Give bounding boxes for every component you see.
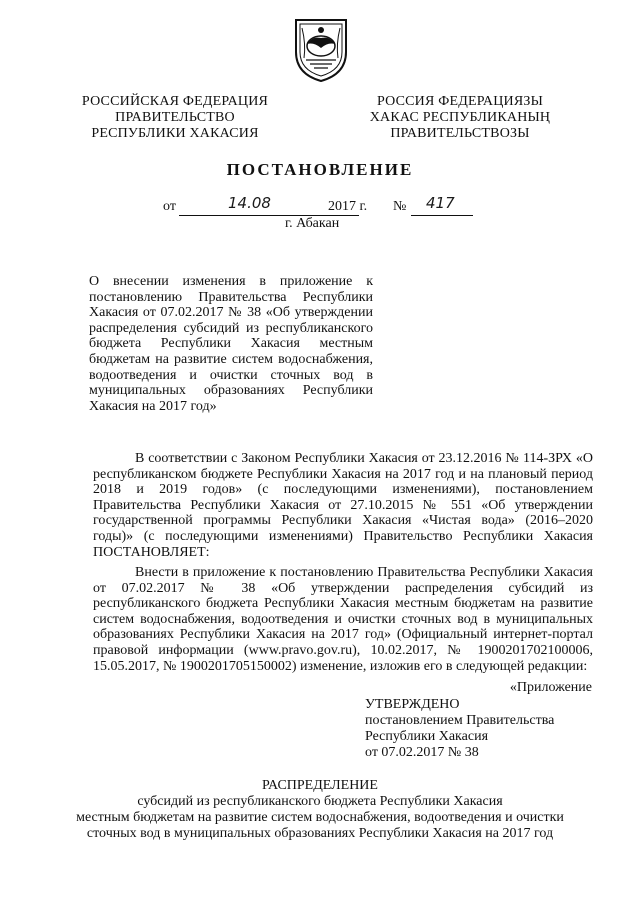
document-title: ПОСТАНОВЛЕНИЕ <box>226 160 414 179</box>
header-left <box>70 94 280 142</box>
distribution-line: сточных вод в муниципальных образованиях Республики Хакасия на 2017 год <box>86 826 554 841</box>
date-prefix: от <box>163 199 176 214</box>
city: г. Абакан <box>285 216 340 231</box>
header-right-line: ХАКАС РЕСПУБЛИКАНЫҢ <box>369 110 551 125</box>
header-left-line: РОССИЙСКАЯ ФЕДЕРАЦИЯ <box>81 94 269 109</box>
document-subject: О внесении изменения в приложение к постановлению Правительства Республики Хакасия от 07.02.2017 № 38 «Об утверждении распределения субсидий из республиканского бюджета Республики Хакасия местным бюджетам на развитие систем водоснабжения, водоотведения и очистки сточных вод в муниципальных образованиях Республики Хакасия на 2017 год» <box>89 274 373 414</box>
body-paragraph: В соответствии с Законом Республики Хакасия от 23.12.2016 № 114-ЗРХ «О республиканском бюджете Республики Хакасия на 2017 год и на плановый период 2018 и 2019 годов» (с последующими изменениями), постановлением Правительства Республики Хакасия от 27.10.2015 № 551 «Об утверждении государственной программы Республики Хакасия «Чистая вода» (2016–2020 годы)» (с последующими изменениями) Правительство Республики Хакасия ПОСТАНОВЛЯЕТ: <box>93 451 593 560</box>
approval-line: УТВЕРЖДЕНО <box>365 697 460 712</box>
handwritten-date: 14.08 <box>228 194 271 212</box>
header-right <box>360 94 560 142</box>
distribution-line: местным бюджетам на развитие систем водоснабжения, водоотведения и очистки <box>76 810 564 825</box>
approval-line: от 07.02.2017 № 38 <box>365 745 479 760</box>
appendix-label: «Приложение <box>509 680 592 695</box>
header-left-line: ПРАВИТЕЛЬСТВО <box>115 110 235 125</box>
approval-block <box>365 697 554 761</box>
number-sign: № <box>393 199 407 214</box>
date-year: 2017 г. <box>328 199 368 214</box>
distribution-line: субсидий из республиканского бюджета Республики Хакасия <box>137 794 503 809</box>
header-right-line: ПРАВИТЕЛЬСТВОЗЫ <box>390 126 530 141</box>
header-left-line: РЕСПУБЛИКИ ХАКАСИЯ <box>91 126 259 141</box>
coat-of-arms-icon <box>288 14 354 84</box>
approval-line: Республики Хакасия <box>365 729 489 744</box>
distribution-title: РАСПРЕДЕЛЕНИЕ <box>262 778 378 793</box>
handwritten-number: 417 <box>426 194 455 212</box>
header-right-line: РОССИЯ ФЕДЕРАЦИЯЗЫ <box>376 94 544 109</box>
body-paragraph: Внести в приложение к постановлению Правительства Республики Хакасия от 07.02.2017 № 38 «Об утверждении распределения субсидий из республиканского бюджета Республики Хакасия местным бюджетам на развитие систем водоснабжения, водоотведения и очистки сточных вод в муниципальных образованиях Республики Хакасия на 2017 год» (Официальный интернет-портал правовой информации (www.pravo.gov.ru), 10.02.2017, № 1900201702100006, 15.05.2017, № 1900201705150002) изменение, изложив его в следующей редакции: <box>93 565 593 674</box>
distribution-block <box>0 778 640 842</box>
approval-line: постановлением Правительства <box>365 713 555 728</box>
